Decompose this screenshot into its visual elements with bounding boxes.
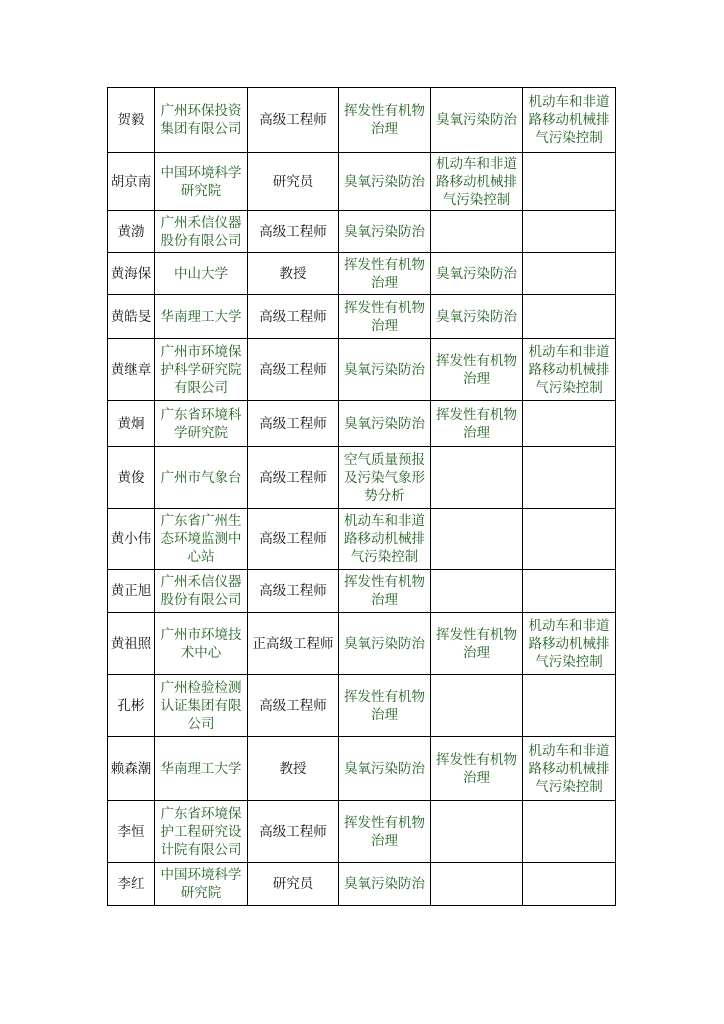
- expert-field-3-cell: 机动车和非道路移动机械排气污染控制: [523, 339, 616, 401]
- expert-name-cell: 赖森潮: [108, 737, 155, 801]
- expert-field-3-cell: [523, 253, 616, 295]
- table-row: [108, 675, 616, 737]
- expert-field-2-cell: [431, 570, 523, 613]
- expert-field-1-cell: 臭氧污染防治: [339, 863, 431, 906]
- expert-field-1-cell: 臭氧污染防治: [339, 153, 431, 211]
- expert-table-body: [108, 88, 616, 906]
- expert-name-cell: 胡京南: [108, 153, 155, 211]
- expert-organization-cell: 广东省环境保护工程研究设计院有限公司: [155, 801, 248, 863]
- expert-organization-cell: 中山大学: [155, 253, 248, 295]
- expert-field-2-cell: [431, 863, 523, 906]
- expert-title-cell: 教授: [248, 737, 339, 801]
- expert-field-1-cell: 挥发性有机物治理: [339, 88, 431, 153]
- expert-field-2-cell: 机动车和非道路移动机械排气污染控制: [431, 153, 523, 211]
- table-row: [108, 153, 616, 211]
- table-row: [108, 295, 616, 339]
- expert-organization-cell: 广州检验检测认证集团有限公司: [155, 675, 248, 737]
- table-row: [108, 447, 616, 509]
- expert-title-cell: 研究员: [248, 153, 339, 211]
- table-row: [108, 737, 616, 801]
- expert-field-1-cell: 臭氧污染防治: [339, 613, 431, 675]
- expert-organization-cell: 华南理工大学: [155, 295, 248, 339]
- expert-field-3-cell: [523, 675, 616, 737]
- expert-field-1-cell: 挥发性有机物治理: [339, 295, 431, 339]
- expert-title-cell: 教授: [248, 253, 339, 295]
- expert-organization-cell: 广州禾信仪器股份有限公司: [155, 211, 248, 253]
- expert-title-cell: 高级工程师: [248, 295, 339, 339]
- expert-field-3-cell: 机动车和非道路移动机械排气污染控制: [523, 613, 616, 675]
- expert-organization-cell: 广州市气象台: [155, 447, 248, 509]
- expert-title-cell: 高级工程师: [248, 570, 339, 613]
- expert-name-cell: 黄祖照: [108, 613, 155, 675]
- table-row: [108, 211, 616, 253]
- expert-field-1-cell: 挥发性有机物治理: [339, 801, 431, 863]
- expert-name-cell: 黄皓旻: [108, 295, 155, 339]
- expert-field-1-cell: 挥发性有机物治理: [339, 675, 431, 737]
- table-row: [108, 801, 616, 863]
- expert-organization-cell: 广州环保投资集团有限公司: [155, 88, 248, 153]
- expert-name-cell: 黄正旭: [108, 570, 155, 613]
- expert-field-2-cell: 臭氧污染防治: [431, 88, 523, 153]
- table-row: [108, 401, 616, 447]
- expert-field-2-cell: 挥发性有机物治理: [431, 339, 523, 401]
- expert-field-2-cell: 臭氧污染防治: [431, 295, 523, 339]
- expert-field-1-cell: 挥发性有机物治理: [339, 570, 431, 613]
- expert-name-cell: 孔彬: [108, 675, 155, 737]
- expert-title-cell: 高级工程师: [248, 509, 339, 570]
- expert-field-2-cell: 臭氧污染防治: [431, 253, 523, 295]
- expert-field-2-cell: [431, 211, 523, 253]
- expert-field-3-cell: [523, 211, 616, 253]
- expert-field-3-cell: [523, 801, 616, 863]
- expert-title-cell: 研究员: [248, 863, 339, 906]
- expert-organization-cell: 广州市环境保护科学研究院有限公司: [155, 339, 248, 401]
- expert-field-2-cell: [431, 447, 523, 509]
- expert-field-2-cell: [431, 801, 523, 863]
- expert-field-2-cell: [431, 509, 523, 570]
- expert-field-2-cell: 挥发性有机物治理: [431, 613, 523, 675]
- expert-field-1-cell: 臭氧污染防治: [339, 737, 431, 801]
- expert-field-1-cell: 挥发性有机物治理: [339, 253, 431, 295]
- expert-name-cell: 黄海保: [108, 253, 155, 295]
- expert-title-cell: 高级工程师: [248, 447, 339, 509]
- expert-title-cell: 高级工程师: [248, 339, 339, 401]
- expert-field-2-cell: [431, 675, 523, 737]
- table-row: [108, 570, 616, 613]
- expert-title-cell: 高级工程师: [248, 211, 339, 253]
- expert-field-3-cell: 机动车和非道路移动机械排气污染控制: [523, 737, 616, 801]
- expert-name-cell: 黄小伟: [108, 509, 155, 570]
- expert-field-3-cell: [523, 295, 616, 339]
- expert-organization-cell: 广东省广州生态环境监测中心站: [155, 509, 248, 570]
- expert-name-cell: 李恒: [108, 801, 155, 863]
- expert-organization-cell: 中国环境科学研究院: [155, 153, 248, 211]
- expert-field-3-cell: [523, 153, 616, 211]
- expert-field-2-cell: 挥发性有机物治理: [431, 737, 523, 801]
- table-row: [108, 613, 616, 675]
- expert-field-3-cell: 机动车和非道路移动机械排气污染控制: [523, 88, 616, 153]
- expert-organization-cell: 广东省环境科学研究院: [155, 401, 248, 447]
- expert-name-cell: 黄炯: [108, 401, 155, 447]
- expert-field-3-cell: [523, 447, 616, 509]
- expert-organization-cell: 广州禾信仪器股份有限公司: [155, 570, 248, 613]
- table-row: [108, 509, 616, 570]
- expert-field-3-cell: [523, 863, 616, 906]
- expert-field-1-cell: 机动车和非道路移动机械排气污染控制: [339, 509, 431, 570]
- expert-title-cell: 高级工程师: [248, 401, 339, 447]
- expert-organization-cell: 华南理工大学: [155, 737, 248, 801]
- expert-field-1-cell: 空气质量预报及污染气象形势分析: [339, 447, 431, 509]
- expert-field-3-cell: [523, 509, 616, 570]
- table-row: [108, 339, 616, 401]
- expert-field-3-cell: [523, 401, 616, 447]
- table-row: [108, 88, 616, 153]
- expert-field-1-cell: 臭氧污染防治: [339, 339, 431, 401]
- expert-field-1-cell: 臭氧污染防治: [339, 401, 431, 447]
- expert-field-1-cell: 臭氧污染防治: [339, 211, 431, 253]
- expert-field-3-cell: [523, 570, 616, 613]
- expert-title-cell: 高级工程师: [248, 675, 339, 737]
- expert-title-cell: 正高级工程师: [248, 613, 339, 675]
- expert-table: [107, 87, 616, 906]
- expert-name-cell: 黄渤: [108, 211, 155, 253]
- expert-name-cell: 贺毅: [108, 88, 155, 153]
- expert-title-cell: 高级工程师: [248, 801, 339, 863]
- table-row: [108, 253, 616, 295]
- expert-name-cell: 黄继章: [108, 339, 155, 401]
- expert-title-cell: 高级工程师: [248, 88, 339, 153]
- expert-organization-cell: 广州市环境技术中心: [155, 613, 248, 675]
- expert-name-cell: 黄俊: [108, 447, 155, 509]
- expert-field-2-cell: 挥发性有机物治理: [431, 401, 523, 447]
- expert-name-cell: 李红: [108, 863, 155, 906]
- table-row: [108, 863, 616, 906]
- expert-organization-cell: 中国环境科学研究院: [155, 863, 248, 906]
